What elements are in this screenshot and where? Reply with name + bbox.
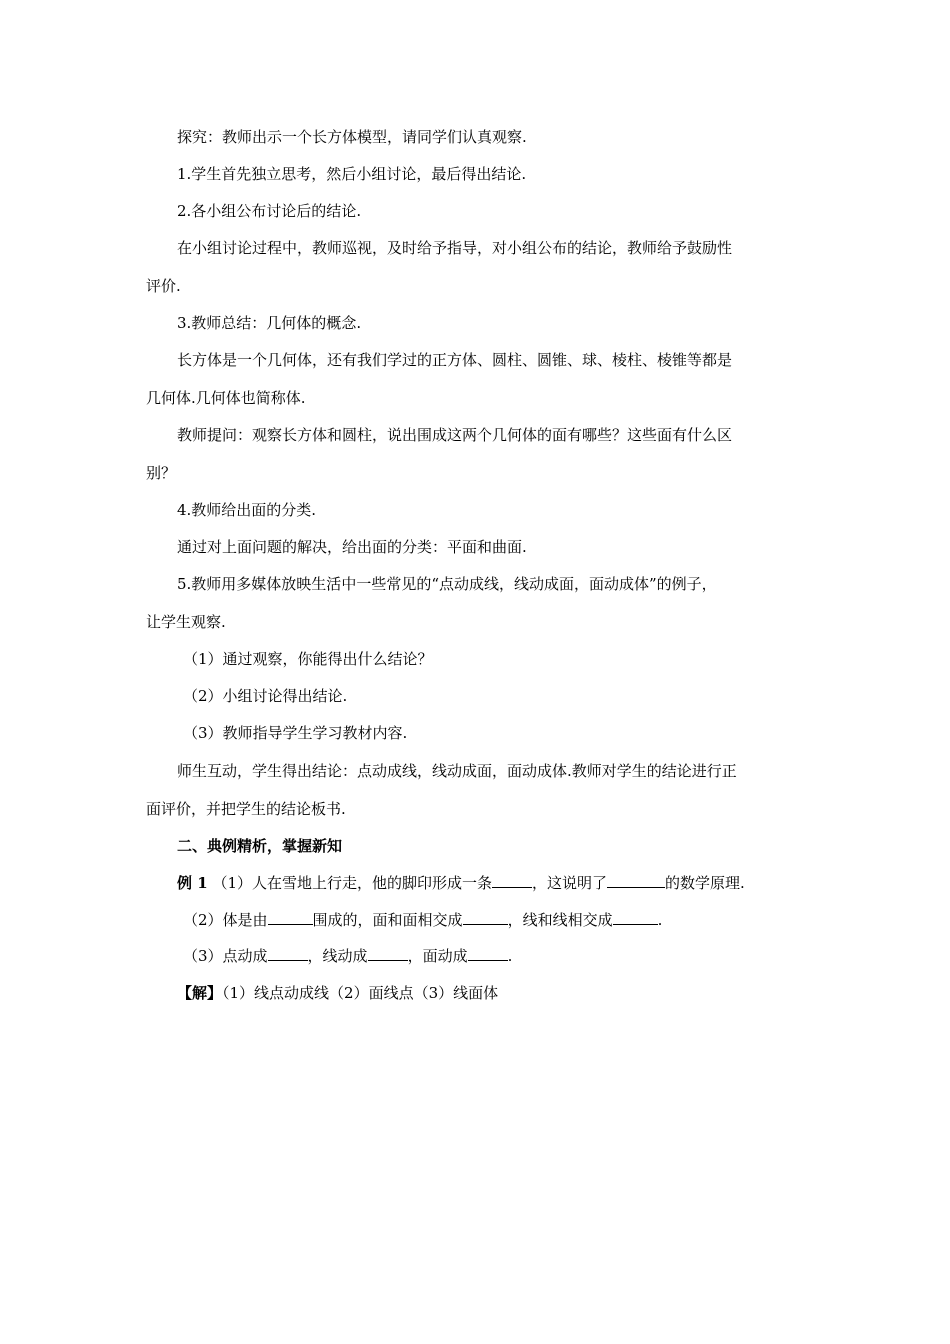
paragraph-discussion-line-2: 评价. bbox=[146, 277, 181, 295]
blank-line bbox=[492, 873, 532, 888]
blank-line bbox=[607, 873, 665, 888]
paragraph-question-line-1: 教师提问：观察长方体和圆柱，说出围成这两个几何体的面有哪些？这些面有什么区 bbox=[177, 426, 733, 444]
paragraph-step-1: 1.学生首先独立思考，然后小组讨论，最后得出结论. bbox=[177, 165, 527, 183]
example-q2-text-a: （2）体是由 bbox=[183, 911, 268, 929]
blank-line bbox=[268, 946, 308, 961]
sub-item-2: （2）小组讨论得出结论. bbox=[183, 687, 348, 705]
example-q3-text-b: ，线动成 bbox=[307, 947, 368, 965]
sub-item-3: （3）教师指导学生学习教材内容. bbox=[183, 724, 408, 742]
blank-line bbox=[463, 910, 508, 925]
example-question-1 bbox=[177, 873, 745, 893]
paragraph-geometry-line-1: 长方体是一个几何体，还有我们学过的正方体、圆柱、圆锥、球、棱柱、棱锥等都是 bbox=[177, 351, 733, 369]
example-q2-text-b: 围成的，面和面相交成 bbox=[312, 911, 463, 929]
example-q3-text-d: . bbox=[507, 947, 513, 965]
paragraph-interaction-line-2: 面评价，并把学生的结论板书. bbox=[146, 800, 346, 818]
paragraph-discussion-line-1: 在小组讨论过程中，教师巡视，及时给予指导，对小组公布的结论，教师给予鼓励性 bbox=[177, 239, 733, 257]
answer-text: （1）线点动成线（2）面线点（3）线面体 bbox=[222, 984, 499, 1002]
section-heading: 二、典例精析，掌握新知 bbox=[177, 837, 343, 855]
blank-line bbox=[268, 910, 313, 925]
paragraph-explore: 探究：教师出示一个长方体模型，请同学们认真观察. bbox=[177, 128, 527, 146]
blank-line bbox=[368, 946, 408, 961]
blank-line bbox=[613, 910, 658, 925]
paragraph-step-3: 3.教师总结：几何体的概念. bbox=[177, 314, 362, 332]
example-label: 例 1 bbox=[177, 874, 208, 892]
example-question-3 bbox=[183, 946, 512, 966]
example-q1-text-a: （1）人在雪地上行走，他的脚印形成一条 bbox=[212, 874, 492, 892]
example-q1-text-b: ，这说明了 bbox=[532, 874, 608, 892]
example-q2-text-d: . bbox=[657, 911, 663, 929]
paragraph-interaction-line-1: 师生互动，学生得出结论：点动成线，线动成面，面动成体.教师对学生的结论进行正 bbox=[177, 762, 737, 780]
paragraph-step-4: 4.教师给出面的分类. bbox=[177, 501, 317, 519]
paragraph-classification: 通过对上面问题的解决，给出面的分类：平面和曲面. bbox=[177, 538, 527, 556]
paragraph-step-5-line-1: 5.教师用多媒体放映生活中一些常见的“点动成线，线动成面，面动成体”的例子， bbox=[177, 575, 717, 593]
paragraph-step-5-line-2: 让学生观察. bbox=[146, 613, 226, 631]
answer-label: 【解】 bbox=[177, 984, 223, 1002]
paragraph-geometry-line-2: 几何体.几何体也简称体. bbox=[146, 389, 306, 407]
example-q2-text-c: ，线和线相交成 bbox=[507, 911, 613, 929]
example-answer bbox=[177, 983, 498, 1003]
sub-item-1: （1）通过观察，你能得出什么结论？ bbox=[183, 650, 433, 668]
example-q3-text-c: ，面动成 bbox=[407, 947, 468, 965]
example-question-2 bbox=[183, 910, 662, 930]
paragraph-question-line-2: 别？ bbox=[146, 464, 177, 482]
example-q1-text-c: 的数学原理. bbox=[665, 874, 745, 892]
blank-line bbox=[468, 946, 508, 961]
example-q3-text-a: （3）点动成 bbox=[183, 947, 268, 965]
paragraph-step-2: 2.各小组公布讨论后的结论. bbox=[177, 202, 362, 220]
